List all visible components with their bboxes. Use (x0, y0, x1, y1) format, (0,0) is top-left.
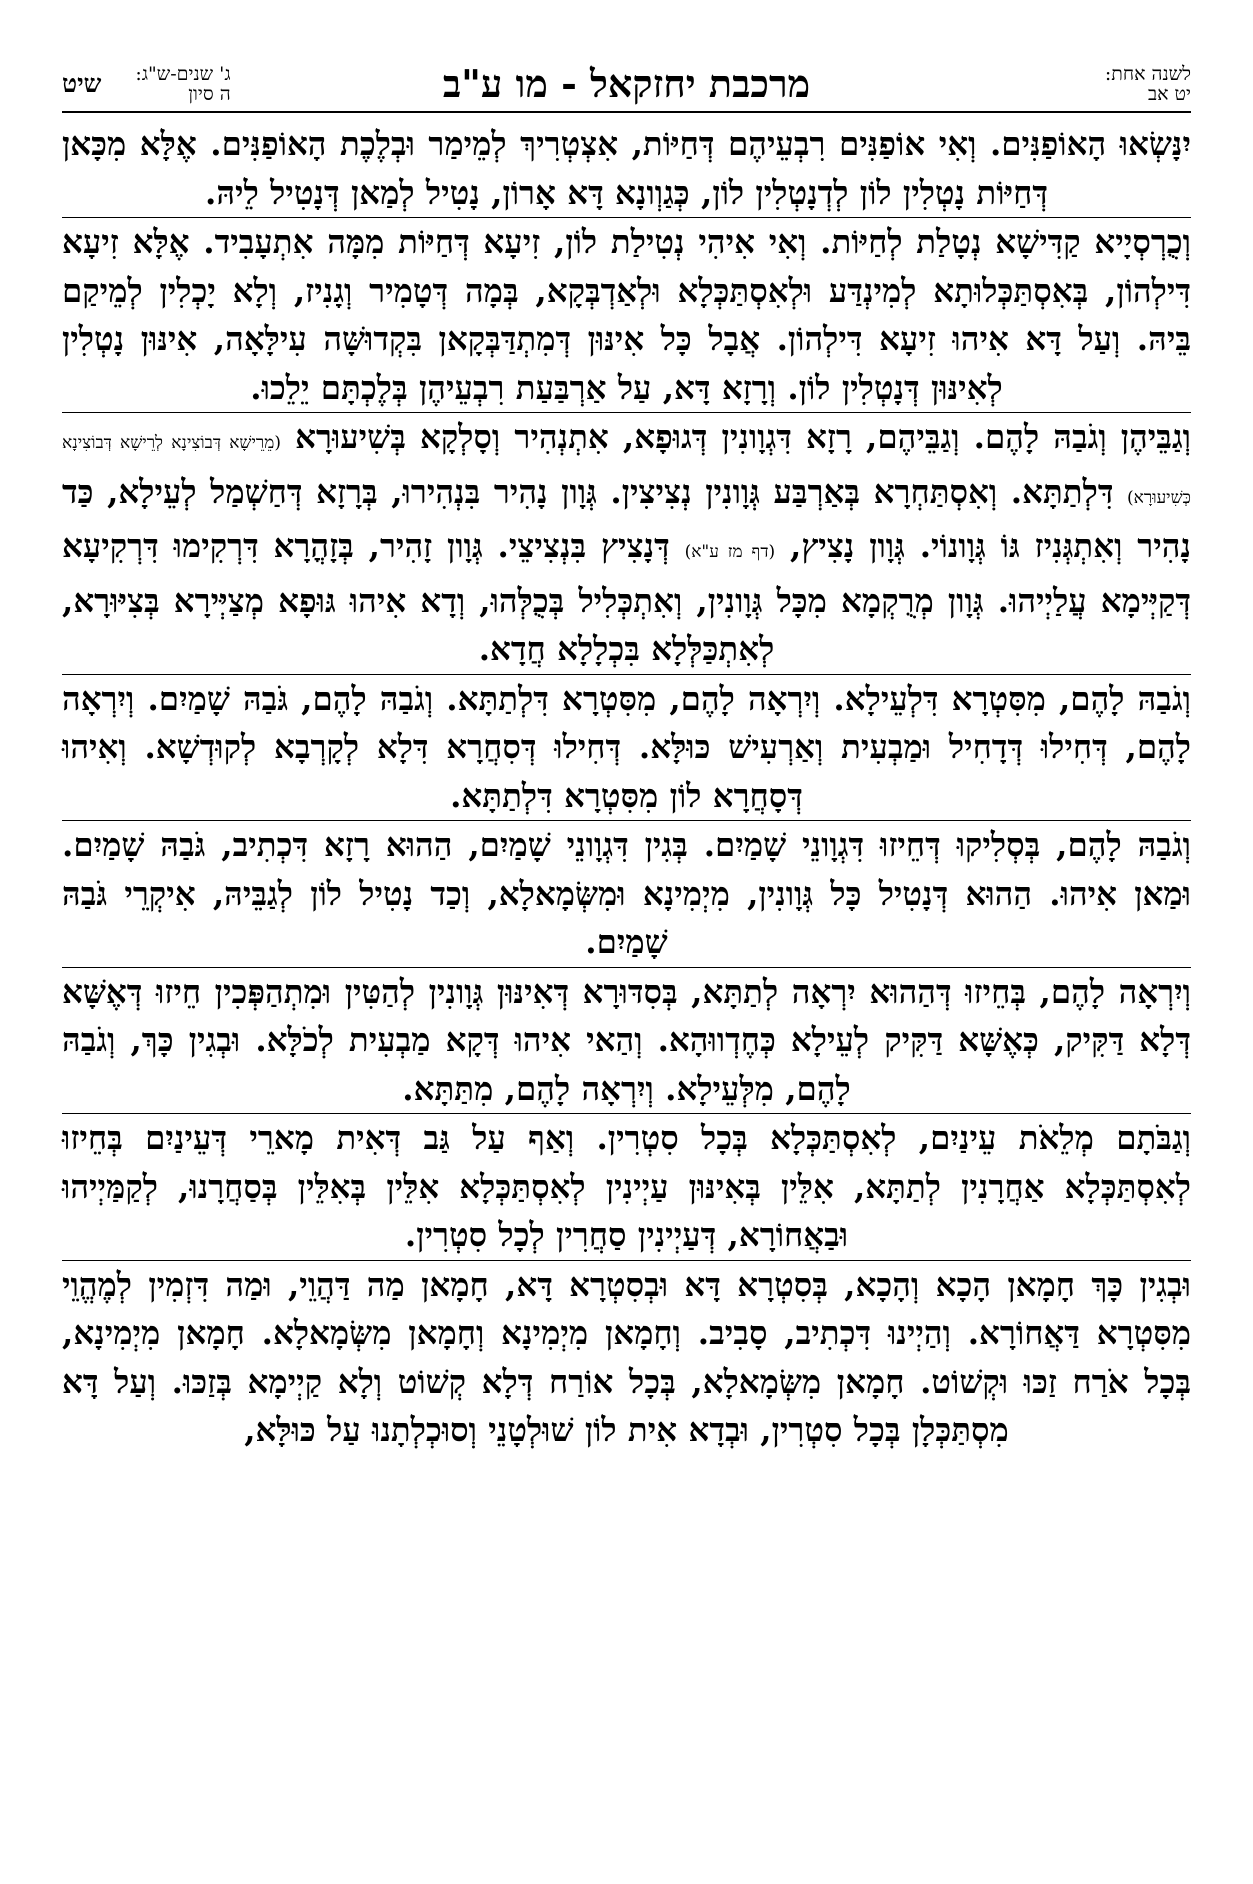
header-left-dates (135, 64, 230, 104)
paragraph-text: דִּלְתַתָּא. וְאִסְתַּחְרָא בְּאַרְבַּע גְּוָונִין נְצִיצִין. גְּוָון נָהִיר בִּנְהִירוּ, בְּרָזָא דְּחַשְׁמַל לְעֵילָא, כַּד נָהִיר וְאִתְגְּנִיז גּוֹ גְּוָונוֹי. גְּוָון נָצִיץ, (62, 471, 1191, 565)
paragraph (62, 1113, 1191, 1260)
paragraph-text: לָהֶם, בְּחֵיזוּ דְּהַהוּא יִרְאָה לְתַתָּא, בְּסִדּוּרָא דְּאִינּוּן גְּוָונִין לְהַטִּין וּמִתְהַפְּכִין חֵיזוּ דְּאֶשָּׁא דְּלָא דַּקִּיק, כְּאֶשָּׁא דַּקִּיק לְעֵילָא כְּחֶדְווּהָא. וְהַאי אִיהוּ דְּקָא מַבְעִית לְכֹלָּא. וּבְגִין כָּךְ, וְגֹבַהּ לָהֶם, מִלְּעֵילָא. וְיִרְאָה לָהֶם, מִתַּתָּא. (62, 971, 1191, 1108)
paragraph (62, 412, 1191, 674)
paragraph (62, 820, 1191, 967)
paragraph-text: לָהֶם, מִסִּטְרָא דִּלְעֵילָא. וְיִרְאָה לָהֶם, מִסִּטְרָא דִּלְתַתָּא. וְגֹבַהּ לָהֶם, גֹּבַהּ שָׁמַיִם. וְיִרְאָה לָהֶם, דְּחִילוּ דְּדָחִיל וּמַבְעִית וְאַרְעִישׁ כּוּלָּא. דְּחִילוּ דְּסִחֲרָא דִּלָא לְקָרְבָא לְקוּדְשָׁא. וְאִיהוּ דְּסָחֲרָא לוֹן מִסִּטְרָא דִּלְתַתָּא. (62, 678, 1191, 815)
header-right-line2: יט אב (1147, 83, 1191, 105)
paragraph-text: לָהֶם, בְּסְלִיקוּ דְּחֵיזוּ דִּגְוָונֵי שָׁמַיִם. בְּגִין דִּגְוָונֵי שָׁמַיִם, הַהוּא רָזָא דִּכְתִיב, גֹּבַהּ שָׁמַיִם. וּמַאן אִיהוּ. הַהוּא דְּנָטִיל כָּל גְּוָונִין, מִיְמִינָא וּמִשְּׂמָאלָא, וְכַד נָטִיל לוֹן לְגַבֵּיהּ, אִיקְרֵי גֹּבַהּ שָׁמַיִם. (62, 825, 1191, 961)
paragraph-lead-word: וְגַבֵּיהֶן (1120, 417, 1191, 456)
paragraph-lead-word: וּבְגִין (1139, 1264, 1191, 1304)
paragraph-text: וְגֹבַהּ לָהֶם. וְגַבֵּיהֶם, רָזָא דִּגְוָונִין דְּגוּפָא, אִתְנְהִיר וְסָלְקָא בְּשִׁיעוּרָא (295, 417, 1121, 456)
paragraph (62, 674, 1191, 821)
paragraph-lead-word: וְגֹבַהּ (1137, 825, 1191, 864)
paragraph (62, 120, 1191, 217)
paragraph (62, 1260, 1191, 1455)
text-body (62, 112, 1191, 1455)
page-header (62, 0, 1191, 112)
header-left-line2: ה סיון (188, 83, 231, 105)
inline-note: (מֵרֵישָׁא דְּבוֹצִינָא לְרֵישָׁא דְּבוֹצִינָא כְּשִׁיעוּרָא) (62, 433, 1191, 508)
page-title: מרכבת יחזקאל - מו ע"ב (442, 61, 811, 106)
paragraph-lead-word: וְיִרְאָה (1118, 971, 1191, 1011)
paragraph-lead-word: וְגֹבַהּ (1137, 678, 1191, 718)
paragraph-text: מְלֵאֹת עֵינַיִם, לְאִסְתַּכְּלָא בְּכָל סִטְרִין. וְאַף עַל גַּב דְּאִית מָארֵי דְּעֵינַיִם בְּחֵיזוּ לְאִסְתַּכְּלָא אַחֲרָנִין לְתַתָּא, אִלֵּין בְּאִינּוּן עַיְינִין לְאִסְתַּכְּלָא אִלֵּין בְּאִלֵּין בְּסַחֲרָנוּ, לְקַמַּיְיהוּ וּבַאֲחוֹרָא, דְּעַיְינִין סַחֲרִין לְכָל סִטְרִין. (62, 1118, 1191, 1254)
header-right-line1: לשנה אחת: (1104, 63, 1191, 85)
header-left (62, 64, 231, 104)
paragraph-lead-word: וְגַבֹּתָם (1116, 1118, 1191, 1157)
paragraph (62, 217, 1191, 412)
paragraph-text: דְּנָצִיץ בִּנְצִיצֵי. גְּוָון זָהִיר, בְּזָהֳרָא דִּרְקִימוּ דִּרְקִיעָא דְּקַיְּימָא עֲלַיְיהוּ. גְּוָון מְרֻקְמָא מִכָּל גְּוָונִין, וְאִתְכְּלִיל בְּכֻלְּהוּ, וְדָא אִיהוּ גּוּפָא מְצַיְּירָא בְּצִיּוּרָא, לְאִתְכַּלְּלָא בִּכְלָלָא חֲדָא. (62, 526, 1191, 668)
page-reference: (דף מז ע"א) (684, 542, 776, 562)
page-number: שיט (62, 69, 102, 98)
paragraph-lead-word: יִנָּשְׂאוּ (1119, 124, 1191, 163)
paragraph-text: קַדִּישָׁא נְטָלַת לְחַיּוֹת. וְאִי אִיהִי נְטִילַת לוֹן, זִיעָא דְּחַיּוֹת מִמָּה אִתְעָבִיד. אֶלָּא זִיעָא דִּילְהוֹן, בְּאִסְתַּכְּלוּתָא לְמִינְדַּע וּלְאִסְתַּכְּלָא וּלְאַדְבְּקָא, בְּמָה דְּטָמִיר וְגָנִיז, וְלָא יָכְלִין לְמֵיקַם בֵּיהּ. וְעַל דָּא אִיהוּ זִיעָא דִּילְהוֹן. אֲבָל כָּל אִינּוּן דְּמִתְדַּבְּקָאן בִּקְדוּשָּׁה עִילָּאָה, אִינּוּן נָטְלִין לְאִינּוּן דְּנָטְלִין לוֹן. וְרָזָא דָּא, עַל אַרְבַּעַת רִבְעֵיהֶן בְּלֶכְתָּם יֵלֵכוּ. (62, 222, 1191, 407)
paragraph-text: כָּךְ חָמָאן הָכָא וְהָכָא, בְּסִטְרָא דָּא וּבְסִטְרָא דָּא, חָמָאן מַה דַּהֲוֵי, וּמַה דִּזְמִין לְמֶהֱוֵי מִסִּטְרָא דַּאֲחוֹרָא. וְהַיְינוּ דִּכְתִיב, סָבִיב. וְחָמָאן מִיְמִינָא וְחָמָאן מִשְּׂמָאלָא. חָמָאן מִיְמִינָא, בְּכָל אֹרַח זַכּוּ וּקְשׁוֹט. חָמָאן מִשְּׂמָאלָא, בְּכָל אוֹרַח דְּלָא קְשׁוֹט וְלָא קַיְימָא בְּזַכּוּ. וְעַל דָּא מִסְתַּכְּלָן בְּכָל סִטְרִין, וּבְדָא אִית לוֹן שׁוּלְטָנֵי וְסוּכְלְתָנוּ עַל כּוּלָּא, (62, 1264, 1191, 1449)
paragraph (62, 967, 1191, 1114)
paragraph-lead-word: וְכֻרְסְיָיא (1094, 222, 1191, 261)
header-left-line1: ג' שנים-ש"ג: (135, 63, 231, 85)
paragraph-text: הָאוֹפַנִּים. וְאִי אוֹפַנִּים רִבְעֵיהֶם דְּחַיּוֹת, אִצְטְרִיךְ לְמֵימַר וּבְלֶכֶת הָאוֹפַנִּים. אֶלָּא מִכָּאן דְּחַיּוֹת נָטְלִין לוֹן לְדְנָטְלִין לוֹן, כְּגַוְונָא דָּא אָרוֹן, נָטִיל לְמַאן דְּנָטִיל לֵיהּ. (62, 124, 1120, 212)
header-divider (62, 111, 1191, 113)
